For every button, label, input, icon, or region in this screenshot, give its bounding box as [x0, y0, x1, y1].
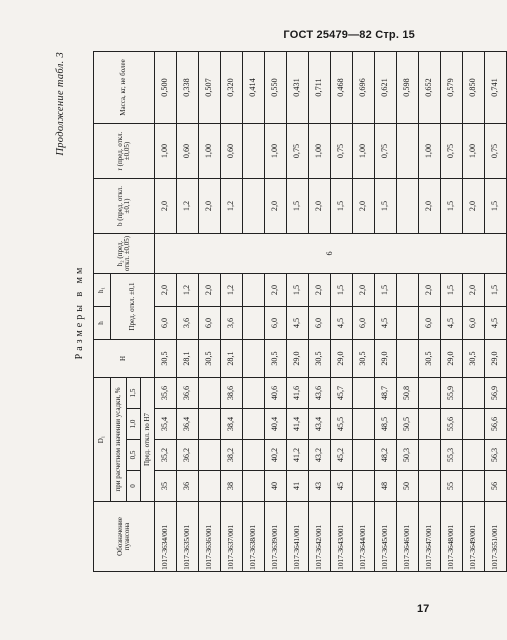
- cell-h1: 1,2: [177, 274, 199, 307]
- cell-d1-0: 55: [441, 471, 463, 502]
- cell-b: 2,0: [155, 179, 177, 234]
- cell-r: 1,00: [309, 124, 331, 179]
- cell-b: 1,5: [287, 179, 309, 234]
- cell-mass: 0,652: [419, 52, 441, 124]
- cell-r: 0,75: [441, 124, 463, 179]
- cell-designation: 1017-3648/001: [441, 502, 463, 572]
- cell-designation: 1017-3636/001: [199, 502, 221, 572]
- cell-H: 30,5: [353, 340, 375, 378]
- cell-d1-0: 50: [397, 471, 419, 502]
- cell-h: 6,0: [265, 307, 287, 340]
- table-row: [375, 52, 397, 572]
- page-header: ГОСТ 25479—82 Стр. 15: [283, 29, 415, 41]
- cell-d1-15: 35,6: [155, 378, 177, 409]
- cell-h: [397, 307, 419, 340]
- cell-H: 29,0: [441, 340, 463, 378]
- cell-h1: 2,0: [463, 274, 485, 307]
- cell-H: 30,5: [199, 340, 221, 378]
- cell-H: 30,5: [265, 340, 287, 378]
- cell-d1-05: 36,2: [177, 440, 199, 471]
- cell-d1-10: [243, 409, 265, 440]
- cell-d1-15: 36,6: [177, 378, 199, 409]
- cell-H: 30,5: [309, 340, 331, 378]
- cell-d1-05: [463, 440, 485, 471]
- cell-d1-15: 56,9: [485, 378, 507, 409]
- cell-d1-15: 48,7: [375, 378, 397, 409]
- cell-h1: 2,0: [265, 274, 287, 307]
- table-row: [177, 52, 199, 572]
- cell-H: [397, 340, 419, 378]
- cell-b: 1,2: [221, 179, 243, 234]
- cell-h1: 1,5: [331, 274, 353, 307]
- cell-h1: [243, 274, 265, 307]
- cell-mass: 0,414: [243, 52, 265, 124]
- cell-d1-0: [463, 471, 485, 502]
- cell-mass: 0,621: [375, 52, 397, 124]
- cell-designation: 1017-3635/001: [177, 502, 199, 572]
- cell-h: 3,6: [221, 307, 243, 340]
- cell-designation: 1017-3649/001: [463, 502, 485, 572]
- table-row: [485, 52, 507, 572]
- cell-H: 28,1: [177, 340, 199, 378]
- cell-d1-0: 40: [265, 471, 287, 502]
- cell-d1-10: 48,5: [375, 409, 397, 440]
- cell-designation: 1017-3641/001: [287, 502, 309, 572]
- cell-d1-05: [353, 440, 375, 471]
- cell-d1-15: 38,6: [221, 378, 243, 409]
- cell-mass: 0,741: [485, 52, 507, 124]
- cell-d1-05: 41,2: [287, 440, 309, 471]
- cell-d1-05: 48,2: [375, 440, 397, 471]
- cell-d1-0: 43: [309, 471, 331, 502]
- cell-d1-05: 35,2: [155, 440, 177, 471]
- col-shr-15: 1,5: [127, 378, 141, 409]
- col-shr-0: 0: [127, 471, 141, 502]
- cell-H: 29,0: [331, 340, 353, 378]
- col-b: b (пред. откл. ±0,1): [94, 179, 155, 234]
- cell-b: [397, 179, 419, 234]
- col-designation: Обозначение пуансона: [94, 502, 155, 572]
- cell-mass: 0,550: [265, 52, 287, 124]
- cell-d1-05: [419, 440, 441, 471]
- cell-d1-15: 41,6: [287, 378, 309, 409]
- cell-d1-15: 40,6: [265, 378, 287, 409]
- cell-h: 6,0: [419, 307, 441, 340]
- table-row: [199, 52, 221, 572]
- col-H: H: [94, 340, 155, 378]
- cell-H: [243, 340, 265, 378]
- cell-r: 0,60: [221, 124, 243, 179]
- table-row: [155, 52, 177, 572]
- cell-d1-15: 55,9: [441, 378, 463, 409]
- col-mass: Масса, кг, не более: [94, 52, 155, 124]
- cell-r: 1,00: [353, 124, 375, 179]
- cell-r: 1,00: [265, 124, 287, 179]
- cell-d1-10: [463, 409, 485, 440]
- cell-h: 4,5: [375, 307, 397, 340]
- cell-d1-15: 45,7: [331, 378, 353, 409]
- cell-d1-15: [419, 378, 441, 409]
- cell-designation: 1017-3643/001: [331, 502, 353, 572]
- cell-r: 0,60: [177, 124, 199, 179]
- cell-d1-0: [419, 471, 441, 502]
- cell-mass: 0,468: [331, 52, 353, 124]
- table-row: [353, 52, 375, 572]
- cell-h1: 2,0: [353, 274, 375, 307]
- cell-d1-10: [199, 409, 221, 440]
- col-r: r (пред. откл. ±0,05): [94, 124, 155, 179]
- cell-h1: [397, 274, 419, 307]
- table-row: [463, 52, 485, 572]
- cell-h: 6,0: [155, 307, 177, 340]
- cell-b: 2,0: [353, 179, 375, 234]
- cell-r: 1,00: [199, 124, 221, 179]
- col-shrinkage: при расчетном значении усадки, %: [111, 378, 127, 502]
- cell-designation: 1017-3644/001: [353, 502, 375, 572]
- cell-d1-0: [353, 471, 375, 502]
- cell-designation: 1017-3637/001: [221, 502, 243, 572]
- cell-mass: 0,320: [221, 52, 243, 124]
- cell-b: 2,0: [199, 179, 221, 234]
- cell-h: 6,0: [463, 307, 485, 340]
- cell-designation: 1017-3639/001: [265, 502, 287, 572]
- cell-b: 2,0: [463, 179, 485, 234]
- cell-b: [243, 179, 265, 234]
- cell-r: 1,00: [155, 124, 177, 179]
- cell-r: 1,00: [419, 124, 441, 179]
- cell-h: 4,5: [331, 307, 353, 340]
- cell-h1: 1,2: [221, 274, 243, 307]
- cell-h1: 1,5: [287, 274, 309, 307]
- cell-r: [397, 124, 419, 179]
- cell-h: 3,6: [177, 307, 199, 340]
- cell-designation: 1017-3651/001: [485, 502, 507, 572]
- table-row: [441, 52, 463, 572]
- cell-h1: 2,0: [199, 274, 221, 307]
- cell-h1: 2,0: [155, 274, 177, 307]
- col-h7-tolerance: Пред. откл. по H7: [141, 378, 155, 502]
- cell-mass: 0,598: [397, 52, 419, 124]
- cell-r: 0,75: [287, 124, 309, 179]
- cell-h: 6,0: [199, 307, 221, 340]
- cell-d1-10: 55,6: [441, 409, 463, 440]
- cell-d1-10: 35,4: [155, 409, 177, 440]
- cell-d1-0: [243, 471, 265, 502]
- table-row: [221, 52, 243, 572]
- col-shr-05: 0,5: [127, 440, 141, 471]
- continuation-label: Продолжение табл. 3: [55, 52, 66, 156]
- cell-b: 2,0: [265, 179, 287, 234]
- cell-h1: 1,5: [441, 274, 463, 307]
- table-row: [397, 52, 419, 572]
- cell-h2: 6: [155, 234, 507, 274]
- cell-b: 1,5: [441, 179, 463, 234]
- cell-mass: 0,507: [199, 52, 221, 124]
- cell-H: 29,0: [287, 340, 309, 378]
- col-h1: h₁: [94, 274, 111, 307]
- cell-d1-0: 48: [375, 471, 397, 502]
- cell-d1-05: 45,2: [331, 440, 353, 471]
- col-h: h: [94, 307, 111, 340]
- cell-d1-15: 43,6: [309, 378, 331, 409]
- cell-designation: 1017-3646/001: [397, 502, 419, 572]
- cell-H: 29,0: [375, 340, 397, 378]
- cell-d1-15: [463, 378, 485, 409]
- cell-b: 1,5: [375, 179, 397, 234]
- cell-d1-0: 35: [155, 471, 177, 502]
- table-row: [287, 52, 309, 572]
- cell-mass: 0,500: [155, 52, 177, 124]
- cell-d1-10: 43,4: [309, 409, 331, 440]
- cell-d1-05: 38,2: [221, 440, 243, 471]
- cell-d1-05: 55,3: [441, 440, 463, 471]
- cell-mass: 0,711: [309, 52, 331, 124]
- cell-designation: 1017-3647/001: [419, 502, 441, 572]
- cell-d1-10: 56,6: [485, 409, 507, 440]
- col-d1: D₁: [94, 378, 111, 502]
- cell-h1: 1,5: [375, 274, 397, 307]
- cell-d1-10: [419, 409, 441, 440]
- cell-mass: 0,338: [177, 52, 199, 124]
- cell-d1-05: 50,3: [397, 440, 419, 471]
- col-h2: h₂ (пред. откл. ±0,05): [94, 234, 155, 274]
- cell-d1-15: [353, 378, 375, 409]
- cell-b: 1,5: [331, 179, 353, 234]
- cell-d1-15: 50,8: [397, 378, 419, 409]
- cell-h1: 2,0: [309, 274, 331, 307]
- cell-d1-0: 56: [485, 471, 507, 502]
- cell-r: [243, 124, 265, 179]
- dimensions-table: [93, 51, 507, 572]
- cell-h: 4,5: [287, 307, 309, 340]
- cell-h1: 1,5: [485, 274, 507, 307]
- cell-mass: 0,850: [463, 52, 485, 124]
- col-h-tolerance: Пред. откл. ±0,1: [111, 274, 155, 340]
- cell-H: 30,5: [155, 340, 177, 378]
- cell-d1-10: 36,4: [177, 409, 199, 440]
- cell-h1: 2,0: [419, 274, 441, 307]
- cell-designation: 1017-3642/001: [309, 502, 331, 572]
- cell-h: 4,5: [441, 307, 463, 340]
- cell-H: 28,1: [221, 340, 243, 378]
- cell-d1-10: 50,5: [397, 409, 419, 440]
- cell-d1-0: [199, 471, 221, 502]
- cell-d1-10: 40,4: [265, 409, 287, 440]
- cell-r: 1,00: [463, 124, 485, 179]
- cell-h: 6,0: [309, 307, 331, 340]
- table-caption: Размеры в мм: [74, 264, 85, 360]
- cell-d1-10: 38,4: [221, 409, 243, 440]
- cell-d1-10: [353, 409, 375, 440]
- cell-d1-0: 36: [177, 471, 199, 502]
- table-row: [309, 52, 331, 572]
- table-row: [265, 52, 287, 572]
- rotated-table-area: [55, 52, 500, 572]
- cell-designation: 1017-3645/001: [375, 502, 397, 572]
- cell-d1-05: [243, 440, 265, 471]
- cell-r: 0,75: [331, 124, 353, 179]
- cell-d1-15: [243, 378, 265, 409]
- cell-r: 0,75: [485, 124, 507, 179]
- cell-d1-05: 56,3: [485, 440, 507, 471]
- table-row: [243, 52, 265, 572]
- cell-b: 2,0: [419, 179, 441, 234]
- cell-b: 1,2: [177, 179, 199, 234]
- cell-H: 30,5: [463, 340, 485, 378]
- cell-d1-05: 40,2: [265, 440, 287, 471]
- cell-h: [243, 307, 265, 340]
- cell-d1-05: [199, 440, 221, 471]
- cell-b: 2,0: [309, 179, 331, 234]
- cell-d1-15: [199, 378, 221, 409]
- cell-d1-10: 41,4: [287, 409, 309, 440]
- cell-b: 1,5: [485, 179, 507, 234]
- table-row: [331, 52, 353, 572]
- cell-d1-0: 38: [221, 471, 243, 502]
- cell-mass: 0,431: [287, 52, 309, 124]
- cell-mass: 0,696: [353, 52, 375, 124]
- cell-h: 4,5: [485, 307, 507, 340]
- cell-r: 0,75: [375, 124, 397, 179]
- cell-designation: 1017-3634/001: [155, 502, 177, 572]
- cell-d1-05: 43,2: [309, 440, 331, 471]
- col-shr-10: 1,0: [127, 409, 141, 440]
- page-number: 17: [417, 603, 430, 615]
- cell-designation: 1017-3638/001: [243, 502, 265, 572]
- cell-d1-0: 41: [287, 471, 309, 502]
- cell-H: 30,5: [419, 340, 441, 378]
- cell-d1-0: 45: [331, 471, 353, 502]
- cell-d1-10: 45,5: [331, 409, 353, 440]
- cell-h: 6,0: [353, 307, 375, 340]
- cell-H: 29,0: [485, 340, 507, 378]
- cell-mass: 0,579: [441, 52, 463, 124]
- table-row: [419, 52, 441, 572]
